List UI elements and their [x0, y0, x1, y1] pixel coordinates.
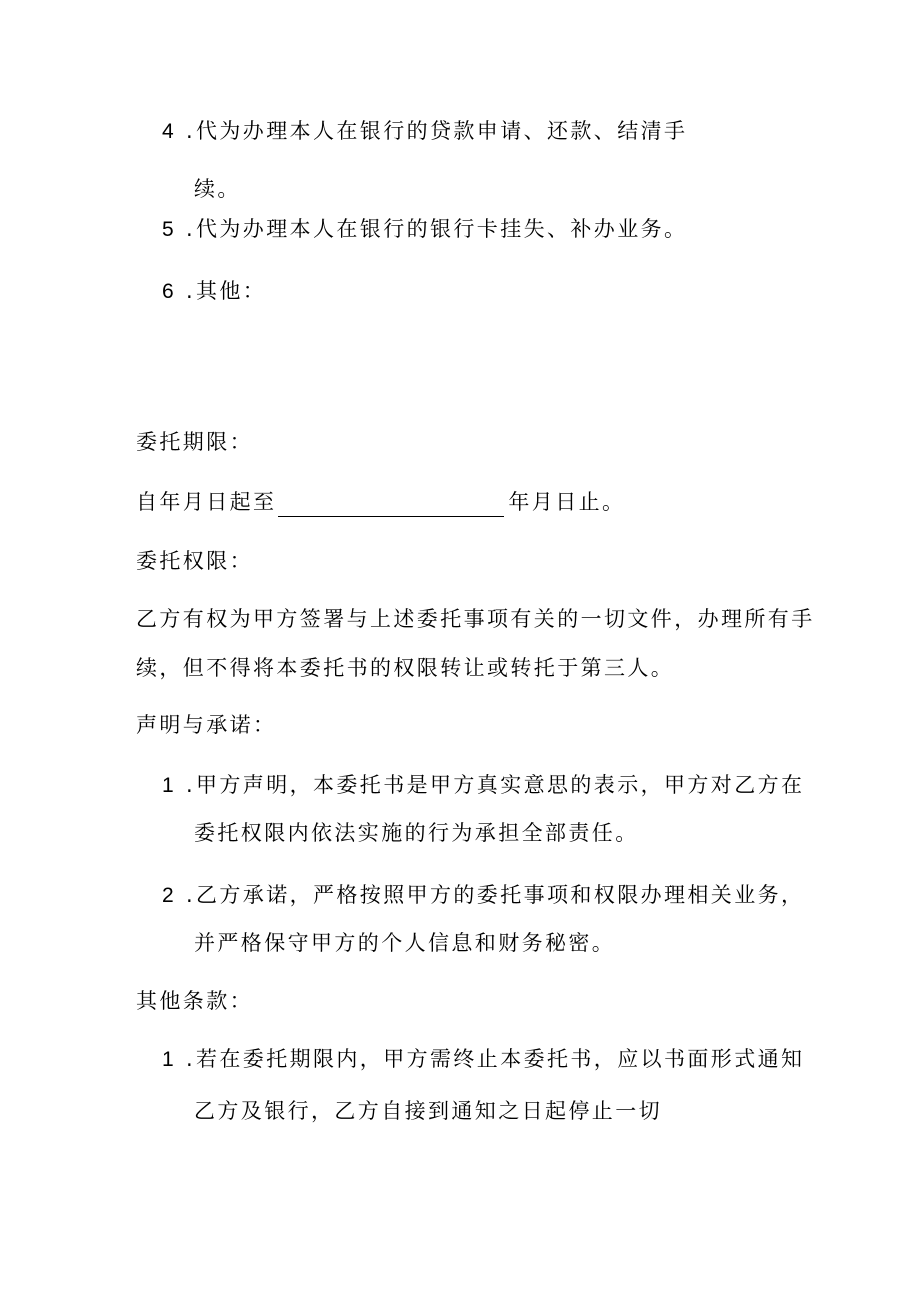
list-item-4-continuation: [194, 174, 241, 204]
item-dot: .: [186, 773, 196, 797]
declaration-item-2: [162, 880, 804, 911]
other-item-1: [162, 1044, 804, 1075]
authority-paragraph-line1: 乙方有权为甲方签署与上述委托事项有关的一切文件，办理所有手: [136, 607, 815, 631]
item-dot: .: [186, 279, 196, 303]
declaration-heading: 声明与承诺：: [136, 713, 277, 737]
list-item-4: [162, 116, 687, 147]
term-prefix: 自年月日起至: [136, 490, 277, 514]
item-text: 乙方承诺，严格按照甲方的委托事项和权限办理相关业务，: [196, 883, 805, 907]
term-line: [136, 487, 625, 517]
item-dot: .: [186, 217, 196, 241]
item-dot: .: [186, 1047, 196, 1071]
authority-paragraph-line2: 续，但不得将本委托书的权限转让或转托于第三人。: [136, 656, 675, 680]
declaration-item-1-continuation: 委托权限内依法实施的行为承担全部责任。: [194, 821, 639, 845]
other-item-1-continuation: 乙方及银行，乙方自接到通知之日起停止一切: [194, 1099, 662, 1123]
item-text: 若在委托期限内，甲方需终止本委托书，应以书面形式通知: [196, 1047, 805, 1071]
list-item-6: [162, 276, 266, 307]
item-text: 其他：: [196, 279, 267, 303]
declaration-item-2-continuation: 并严格保守甲方的个人信息和财务秘密。: [194, 931, 616, 955]
item-number: 1: [162, 1048, 174, 1071]
other-heading: 其他条款：: [136, 989, 253, 1013]
item-dot: .: [186, 119, 196, 143]
item-text: 代为办理本人在银行的贷款申请、还款、结清手: [196, 119, 688, 143]
item-text: 甲方声明，本委托书是甲方真实意思的表示，甲方对乙方在: [196, 773, 805, 797]
item-text: 续。: [194, 177, 241, 201]
item-number: 5: [162, 218, 174, 241]
declaration-item-1: [162, 770, 804, 801]
item-dot: .: [186, 883, 196, 907]
list-item-5: [162, 214, 687, 245]
item-number: 1: [162, 774, 174, 797]
term-heading: 委托期限：: [136, 430, 253, 454]
term-suffix: 年月日止。: [508, 490, 626, 514]
date-blank-line: [278, 494, 504, 517]
item-number: 6: [162, 280, 174, 303]
authority-heading: 委托权限：: [136, 549, 253, 573]
item-number: 4: [162, 120, 174, 143]
item-text: 代为办理本人在银行的银行卡挂失、补办业务。: [196, 217, 688, 241]
item-number: 2: [162, 884, 174, 907]
